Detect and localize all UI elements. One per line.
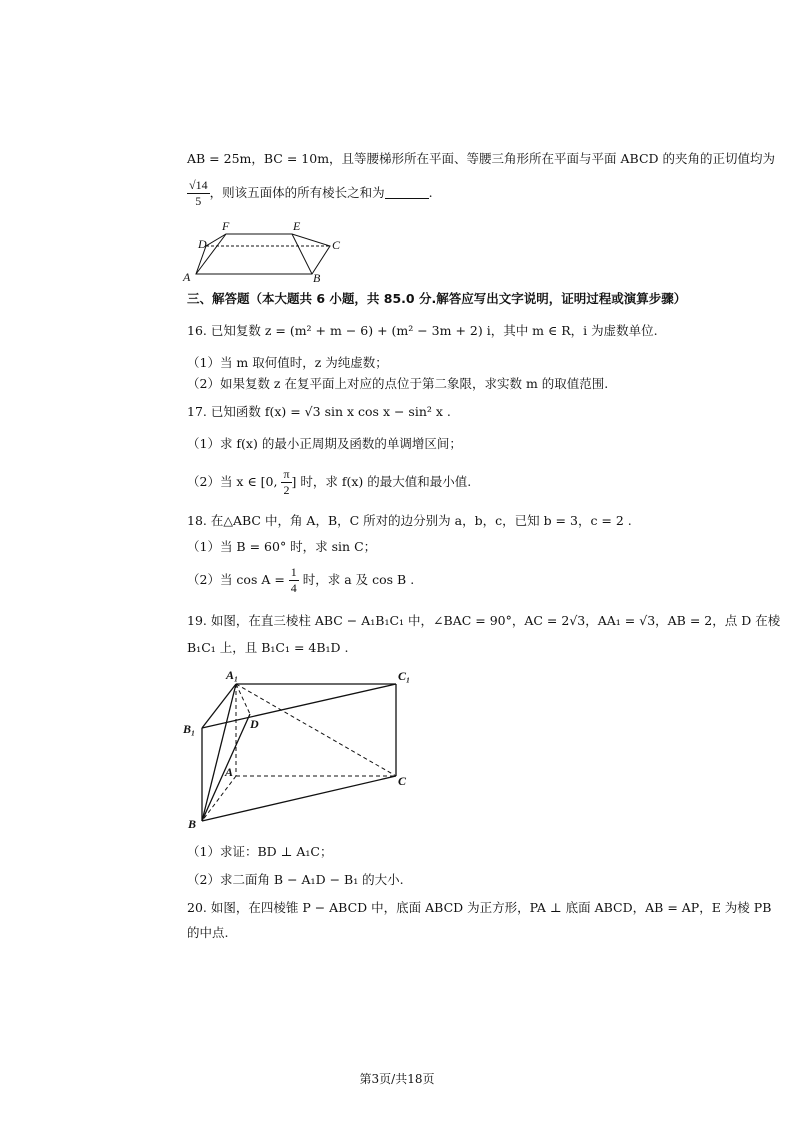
edge-eb: [292, 234, 312, 274]
pentahedron-figure: [180, 218, 350, 284]
q15-frac-num: √14: [189, 178, 208, 192]
label-a1: A₁: [226, 668, 239, 682]
label-d: D: [198, 237, 207, 251]
label-c: C: [332, 238, 341, 252]
label-c1: C₁: [398, 669, 411, 683]
q16-part2: （2）如果复数 z 在复平面上对应的点位于第二象限，求实数 m 的取值范围.: [187, 376, 609, 391]
q18-stem: 18. 在△ABC 中，角 A，B，C 所对的边分别为 a，b，c，已知 b = 3，c = 2 .: [187, 513, 632, 528]
label-f: F: [222, 219, 230, 233]
label-c: C: [398, 774, 407, 788]
q20-stem-line1: 20. 如图，在四棱锥 P − ABCD 中，底面 ABCD 为正方形，PA ⊥ 底面 ABCD，AB = AP，E 为棱 PB: [187, 900, 772, 915]
segment-a1c-hidden: [236, 684, 396, 776]
q19-part1: （1）求证：BD ⊥ A₁C；: [187, 844, 333, 859]
q16-part1: （1）当 m 取何值时，z 为纯虚数；: [187, 355, 388, 370]
label-e: E: [293, 219, 301, 233]
label-a: A: [225, 765, 234, 779]
q19-part2: （2）求二面角 B − A₁D − B₁ 的大小.: [187, 872, 404, 887]
q17-fraction: $\frac{\pi}{2}$: [283, 467, 290, 497]
label-d: D: [250, 717, 259, 731]
q19-stem-line1: 19. 如图，在直三棱柱 ABC − A₁B₁C₁ 中，∠BAC = 90°，AC = 2√3，AA₁ = √3，AB = 2，点 D 在棱: [187, 613, 781, 628]
q18-fraction: $\frac{1}{4}$: [290, 565, 297, 595]
q15-line2: $\frac{√14}{5}$ ，则该五面体的所有棱长之和为 .: [189, 178, 433, 208]
pentahedron-outline: [196, 234, 330, 274]
q18-part2: （2）当 cos A = $\frac{1}{4}$ 时，求 a 及 cos B .: [187, 565, 415, 595]
edge-a1b: [202, 684, 236, 821]
label-b: B: [188, 817, 197, 831]
label-a: A: [183, 270, 191, 284]
prism-figure: [180, 664, 420, 834]
q15-frac-den: 5: [195, 194, 202, 208]
section-heading: 三、解答题（本大题共 6 小题，共 85.0 分.解答应写出文字说明，证明过程或演算步骤）: [187, 291, 687, 306]
q18-part1: （1）当 B = 60° 时，求 sin C；: [187, 539, 377, 554]
label-b1: B₁: [183, 722, 196, 736]
label-b: B: [313, 271, 321, 284]
q17-stem: 17. 已知函数 f(x) = √3 sin x cos x − sin² x .: [187, 404, 451, 419]
q15-fraction: [187, 178, 210, 209]
q19-stem-line2: B₁C₁ 上，且 B₁C₁ = 4B₁D .: [187, 640, 349, 655]
answer-blank: [385, 186, 429, 199]
q17-part1: （1）求 f(x) 的最小正周期及函数的单调增区间；: [187, 436, 462, 451]
q15-line1: AB = 25m，BC = 10m，且等腰梯形所在平面、等腰三角形所在平面与平面 ABCD 的夹角的正切值均为: [187, 151, 776, 166]
q17-part2: （2）当 x ∈ [0, $\frac{\pi}{2}$ ] 时，求 f(x) 的最大值和最小值.: [187, 467, 472, 497]
q16-stem: 16. 已知复数 z = (m² + m − 6) + (m² − 3m + 2) i，其中 m ∈ R，i 为虚数单位.: [187, 323, 658, 338]
q20-stem-line2: 的中点.: [187, 925, 229, 940]
page-number: 第3页/共18页: [359, 1072, 435, 1086]
